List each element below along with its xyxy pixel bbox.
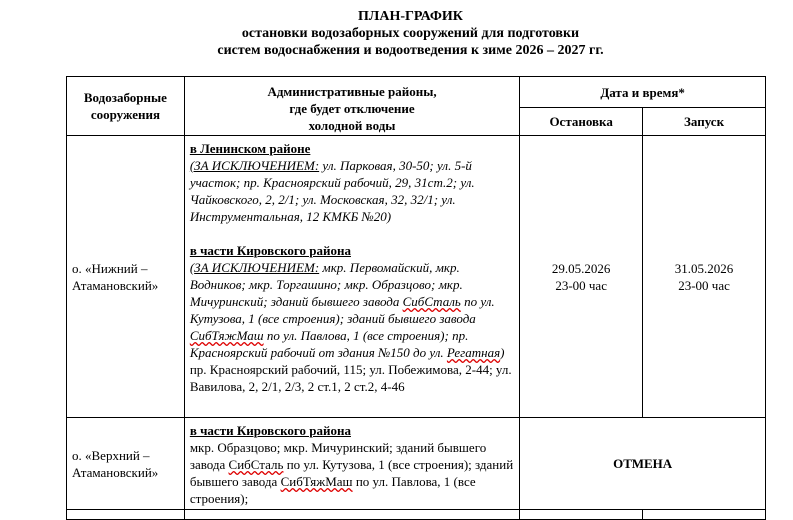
facility-name-line-1: о. «Нижний – xyxy=(72,260,148,276)
facility-name-line-2: Атамановский» xyxy=(72,277,159,293)
header-districts-line-3: холодной воды xyxy=(308,118,396,133)
header-facilities: Водозаборные сооружения xyxy=(67,77,185,136)
district-title: в Ленинском районе xyxy=(189,141,311,156)
affected-addresses: пр. Красноярский рабочий, 115; ул. Побежимова, 2-44; ул. Вавилова, 2, 2/1, 2/3, 2 ст.1, 2 ст.2, 4-46 xyxy=(189,362,512,394)
start-time: 23-00 час xyxy=(678,277,730,293)
district-title: в части Кировского района xyxy=(189,423,351,438)
affected-addresses: мкр. Образцово; мкр. Мичуринский; зданий бывшего завода СибСталь по ул. Кутузова, 1 (все строения); зданий бывшего завода СибТяжМаш по ул. Павлова, 1 (все строения); xyxy=(189,440,514,506)
header-districts xyxy=(184,77,519,136)
facility-name-line-1: о. «Верхний – xyxy=(72,447,150,463)
exclusion-text: (ЗА ИСКЛЮЧЕНИЕМ: ул. Парковая, 30-50; ул. 5-й участок; пр. Красноярский рабочий, 29, 31ст.2; ул. Чайковского, 2, 2/1; ул. Московская, 32, 32/1; ул. Инструментальная, 12 КМКБ №20) xyxy=(189,158,475,224)
district-title: в части Кировского района xyxy=(189,243,351,258)
header-start: Запуск xyxy=(643,108,766,136)
start-cell xyxy=(643,136,766,418)
start-date: 31.05.2026 xyxy=(674,260,734,276)
header-stop: Остановка xyxy=(520,108,643,136)
schedule-table xyxy=(66,76,766,520)
facility-name xyxy=(67,418,185,510)
districts-cell xyxy=(184,136,519,418)
title-line-1: ПЛАН-ГРАФИК xyxy=(358,9,463,24)
districts-cell xyxy=(184,418,519,510)
table-row xyxy=(67,136,766,418)
header-districts-line-1: Административные районы, xyxy=(267,84,437,99)
exclusion-text: (ЗА ИСКЛЮЧЕНИЕМ: мкр. Первомайский, мкр. Водников; мкр. Торгашино; мкр. Образцово; мкр. Мичуринский; зданий бывшего завода СибСталь по ул. Кутузова, 1 (все строения); зданий бывшего завода СибТяжМаш по ул. Павлова, 1 (все строения); пр. Красноярский рабочий от здания №150 до ул. Регатная) xyxy=(189,260,505,360)
stop-date: 29.05.2026 xyxy=(551,260,611,276)
header-districts-line-2: где будет отключение xyxy=(289,101,415,116)
facility-name-line-2: Атамановский» xyxy=(72,464,159,480)
title-line-2: остановки водозаборных сооружений для подготовки xyxy=(241,26,580,41)
status-cancelled: ОТМЕНА xyxy=(520,418,766,510)
document-title xyxy=(0,8,793,59)
table-row xyxy=(67,418,766,510)
stop-cell xyxy=(520,136,643,418)
title-line-3: систем водоснабжения и водоотведения к зиме 2026 – 2027 гг. xyxy=(217,43,604,58)
facility-name xyxy=(67,136,185,418)
stop-time: 23-00 час xyxy=(555,277,607,293)
header-datetime: Дата и время* xyxy=(520,77,766,108)
